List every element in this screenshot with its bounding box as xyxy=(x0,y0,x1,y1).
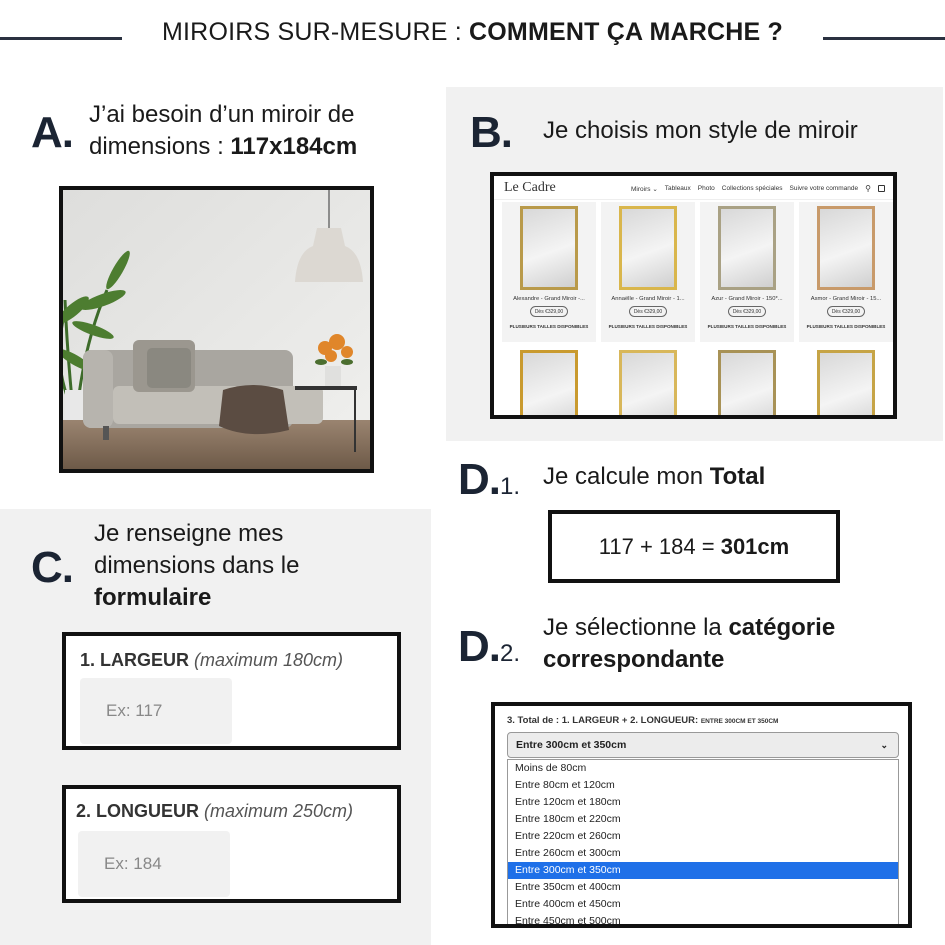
category-option[interactable]: Entre 260cm et 300cm xyxy=(515,847,621,859)
longueur-input[interactable]: Ex: 184 xyxy=(78,831,230,897)
category-options-list xyxy=(507,759,899,928)
step-a-letter: A. xyxy=(31,108,73,157)
category-option[interactable]: Moins de 80cm xyxy=(515,762,587,774)
site-menu xyxy=(631,184,885,193)
site-logo[interactable]: Le Cadre xyxy=(504,180,556,195)
product-name: Annaëlle - Grand Miroir - 1... xyxy=(611,296,685,302)
mirror-thumbnail xyxy=(520,350,578,419)
step-b-letter: B. xyxy=(470,108,512,157)
step-d2-text: Je sélectionne la catégorie correspondante xyxy=(543,614,836,673)
product-price: Dès €329,00 xyxy=(530,306,568,317)
product-sizes: PLUSIEURS TAILLES DISPONIBLES xyxy=(806,324,886,329)
category-option[interactable]: Entre 300cm et 350cm xyxy=(508,862,898,879)
product-card[interactable] xyxy=(601,202,695,342)
mirror-thumbnail xyxy=(619,350,677,419)
product-name: Asmor - Grand Miroir - 15... xyxy=(810,296,882,302)
category-option[interactable]: Entre 220cm et 260cm xyxy=(515,830,621,842)
longueur-label: 2. LONGUEUR (maximum 250cm) xyxy=(76,801,354,821)
step-b-text: Je choisis mon style de miroir xyxy=(543,117,858,144)
total-question-label: 3. Total de : 1. LARGEUR + 2. LONGUEUR: ENTRE 300CM ET 350CM xyxy=(507,715,779,726)
category-option[interactable]: Entre 120cm et 180cm xyxy=(515,796,621,808)
total-calculation: 117 + 184 = 301cm xyxy=(548,510,840,583)
largeur-input[interactable]: Ex: 117 xyxy=(80,678,232,744)
category-select[interactable]: Entre 300cm et 350cm ⌄ xyxy=(507,732,899,758)
menu-item-photo[interactable]: Photo xyxy=(697,185,715,192)
product-card[interactable] xyxy=(502,202,596,342)
category-option[interactable]: Entre 350cm et 400cm xyxy=(515,881,621,893)
menu-item-tableaux[interactable]: Tableaux xyxy=(664,185,691,192)
product-name: Azur - Grand Miroir - 150*... xyxy=(711,296,783,302)
cart-icon[interactable] xyxy=(878,185,885,192)
product-sizes: PLUSIEURS TAILLES DISPONIBLES xyxy=(608,324,688,329)
menu-item-suivre[interactable]: Suivre votre commande xyxy=(789,185,859,192)
product-price: Dès €329,00 xyxy=(827,306,865,317)
step-d2-letter: D.2. xyxy=(458,622,521,671)
product-price: Dès €329,00 xyxy=(629,306,667,317)
catalog-screenshot xyxy=(490,172,897,419)
product-card[interactable] xyxy=(700,202,794,342)
product-card[interactable] xyxy=(502,346,596,419)
step-c-text: Je renseigne mes dimensions dans le formulaire xyxy=(94,520,300,611)
mirror-thumbnail xyxy=(718,350,776,419)
step-c-letter: C. xyxy=(31,543,73,592)
step-d1-letter: D.1. xyxy=(458,455,521,504)
product-card[interactable] xyxy=(700,346,794,419)
category-option[interactable]: Entre 80cm et 120cm xyxy=(515,779,615,791)
mirror-thumbnail xyxy=(817,206,875,290)
menu-item-collections[interactable]: Collections spéciales xyxy=(721,185,783,192)
product-card[interactable] xyxy=(799,202,893,342)
mirror-thumbnail xyxy=(817,350,875,419)
mirror-thumbnail xyxy=(520,206,578,290)
category-option[interactable]: Entre 400cm et 450cm xyxy=(515,898,621,910)
mirror-thumbnail xyxy=(619,206,677,290)
search-icon[interactable]: ⚲ xyxy=(865,184,871,193)
product-sizes: PLUSIEURS TAILLES DISPONIBLES xyxy=(509,324,589,329)
largeur-field-box xyxy=(62,632,401,750)
page-title: MIROIRS SUR-MESURE : COMMENT ÇA MARCHE ? xyxy=(162,18,783,46)
product-card[interactable] xyxy=(601,346,695,419)
menu-item-miroirs[interactable]: Miroirs ⌄ xyxy=(631,185,658,193)
product-sizes: PLUSIEURS TAILLES DISPONIBLES xyxy=(707,324,787,329)
longueur-field-box xyxy=(62,785,401,903)
chevron-down-icon: ⌄ xyxy=(880,740,888,750)
largeur-label: 1. LARGEUR (maximum 180cm) xyxy=(80,650,344,670)
site-nav xyxy=(494,176,893,200)
product-name: Alexandre - Grand Miroir -... xyxy=(513,296,585,302)
product-price: Dès €329,00 xyxy=(728,306,766,317)
step-d1-text: Je calcule mon Total xyxy=(543,463,766,490)
living-room-photo xyxy=(59,186,374,473)
mirror-thumbnail xyxy=(718,206,776,290)
category-dropdown-screenshot xyxy=(491,702,912,928)
step-a-text: J’ai besoin d’un miroir de dimensions : 117x184cm xyxy=(89,101,358,160)
product-card[interactable] xyxy=(799,346,893,419)
category-option[interactable]: Entre 180cm et 220cm xyxy=(515,813,621,825)
category-option[interactable]: Entre 450cm et 500cm xyxy=(515,915,621,927)
